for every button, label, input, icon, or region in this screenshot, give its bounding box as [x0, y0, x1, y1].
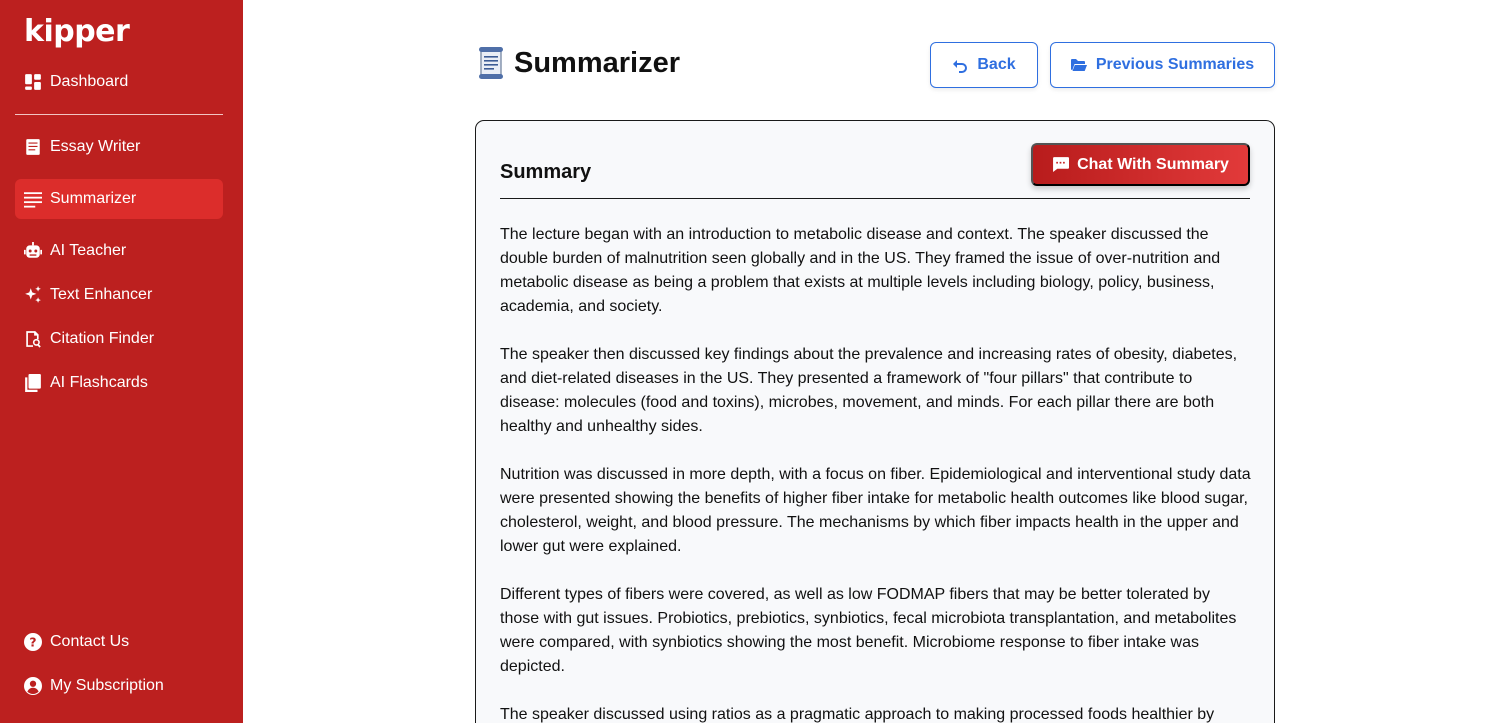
sidebar-item-label: Citation Finder: [50, 330, 155, 347]
chat-bubble-icon: [1052, 156, 1069, 173]
chat-with-summary-label: Chat With Summary: [1077, 155, 1229, 173]
summary-text: [500, 223, 1252, 723]
back-button[interactable]: [930, 42, 1038, 88]
copy-icon: [24, 374, 42, 392]
summary-paragraph: The speaker discussed using ratios as a pragmatic approach to making processed foods healthier by: [500, 706, 1215, 723]
sidebar-item-summarizer[interactable]: [15, 179, 223, 219]
summary-card: [475, 120, 1275, 723]
folder-open-icon: [1071, 57, 1087, 73]
sidebar-item-label: Dashboard: [50, 73, 129, 90]
sidebar-item-essay-writer[interactable]: [15, 127, 223, 167]
sidebar-item-label: Essay Writer: [50, 138, 141, 155]
sparkles-icon: [24, 286, 42, 304]
summary-paragraph: The lecture began with an introduction to metabolic disease and context. The speaker discussed the double burden of malnutrition seen globally and in the US. They framed the issue of over-nutrition and metabolic disease as being a problem that exists at multiple levels including biology, policy, business, academia, and society.: [500, 226, 1221, 315]
app-logo[interactable]: kipper: [24, 14, 130, 49]
dashboard-icon: [24, 73, 42, 91]
document-search-icon: [24, 330, 42, 348]
sidebar-item-citation-finder[interactable]: [15, 319, 223, 359]
sidebar-item-label: Summarizer: [50, 190, 137, 207]
summary-card-header: [500, 143, 1250, 199]
sidebar: [0, 0, 243, 723]
sidebar-item-label: AI Teacher: [50, 242, 127, 259]
scroll-icon: [476, 46, 506, 80]
undo-arrow-icon: [952, 57, 968, 73]
sidebar-item-label: Text Enhancer: [50, 286, 153, 303]
svg-text:?: ?: [29, 635, 37, 650]
robot-icon: [24, 242, 42, 260]
sidebar-item-label: Contact Us: [50, 633, 130, 650]
page-title: [476, 46, 680, 80]
sidebar-item-ai-teacher[interactable]: [15, 231, 223, 271]
newspaper-icon: [24, 138, 42, 156]
sidebar-item-label: My Subscription: [50, 677, 164, 694]
back-button-label: Back: [977, 56, 1016, 73]
sidebar-item-my-subscription[interactable]: [15, 666, 223, 706]
chat-with-summary-button[interactable]: [1031, 143, 1250, 186]
sidebar-item-dashboard[interactable]: [15, 62, 223, 102]
sidebar-divider: [15, 114, 223, 115]
summary-heading: Summary: [500, 161, 592, 183]
lines-icon: [24, 190, 42, 208]
sidebar-item-contact-us[interactable]: [15, 622, 223, 662]
previous-summaries-button[interactable]: [1050, 42, 1275, 88]
sidebar-item-ai-flashcards[interactable]: [15, 363, 223, 403]
summary-paragraph: Different types of fibers were covered, as well as low FODMAP fibers that may be better tolerated by those with gut issues. Probiotics, prebiotics, synbiotics, fecal microbiota transplantation, and metabolites were compared, with synbiotics showing the most benefit. Microbiome response to fiber intake was depicted.: [500, 586, 1237, 675]
summary-paragraph: Nutrition was discussed in more depth, with a focus on fiber. Epidemiological and interventional study data were presented showing the benefits of higher fiber intake for metabolic health outcomes like blood sugar, cholesterol, weight, and blood pressure. The mechanisms by which fiber impacts health in the upper and lower gut were explained.: [500, 466, 1251, 555]
sidebar-item-label: AI Flashcards: [50, 374, 148, 391]
summary-paragraph: The speaker then discussed key findings about the prevalence and increasing rates of obesity, diabetes, and diet-related diseases in the US. They presented a framework of "four pillars" that contribute to disease: molecules (food and toxins), microbes, movement, and minds. For each pillar there are both healthy and unhealthy sides.: [500, 346, 1238, 435]
sidebar-item-text-enhancer[interactable]: [15, 275, 223, 315]
page-title-text: Summarizer: [514, 46, 681, 79]
user-circle-icon: [24, 677, 42, 695]
question-circle-icon: [24, 633, 42, 651]
previous-summaries-label: Previous Summaries: [1095, 56, 1255, 73]
